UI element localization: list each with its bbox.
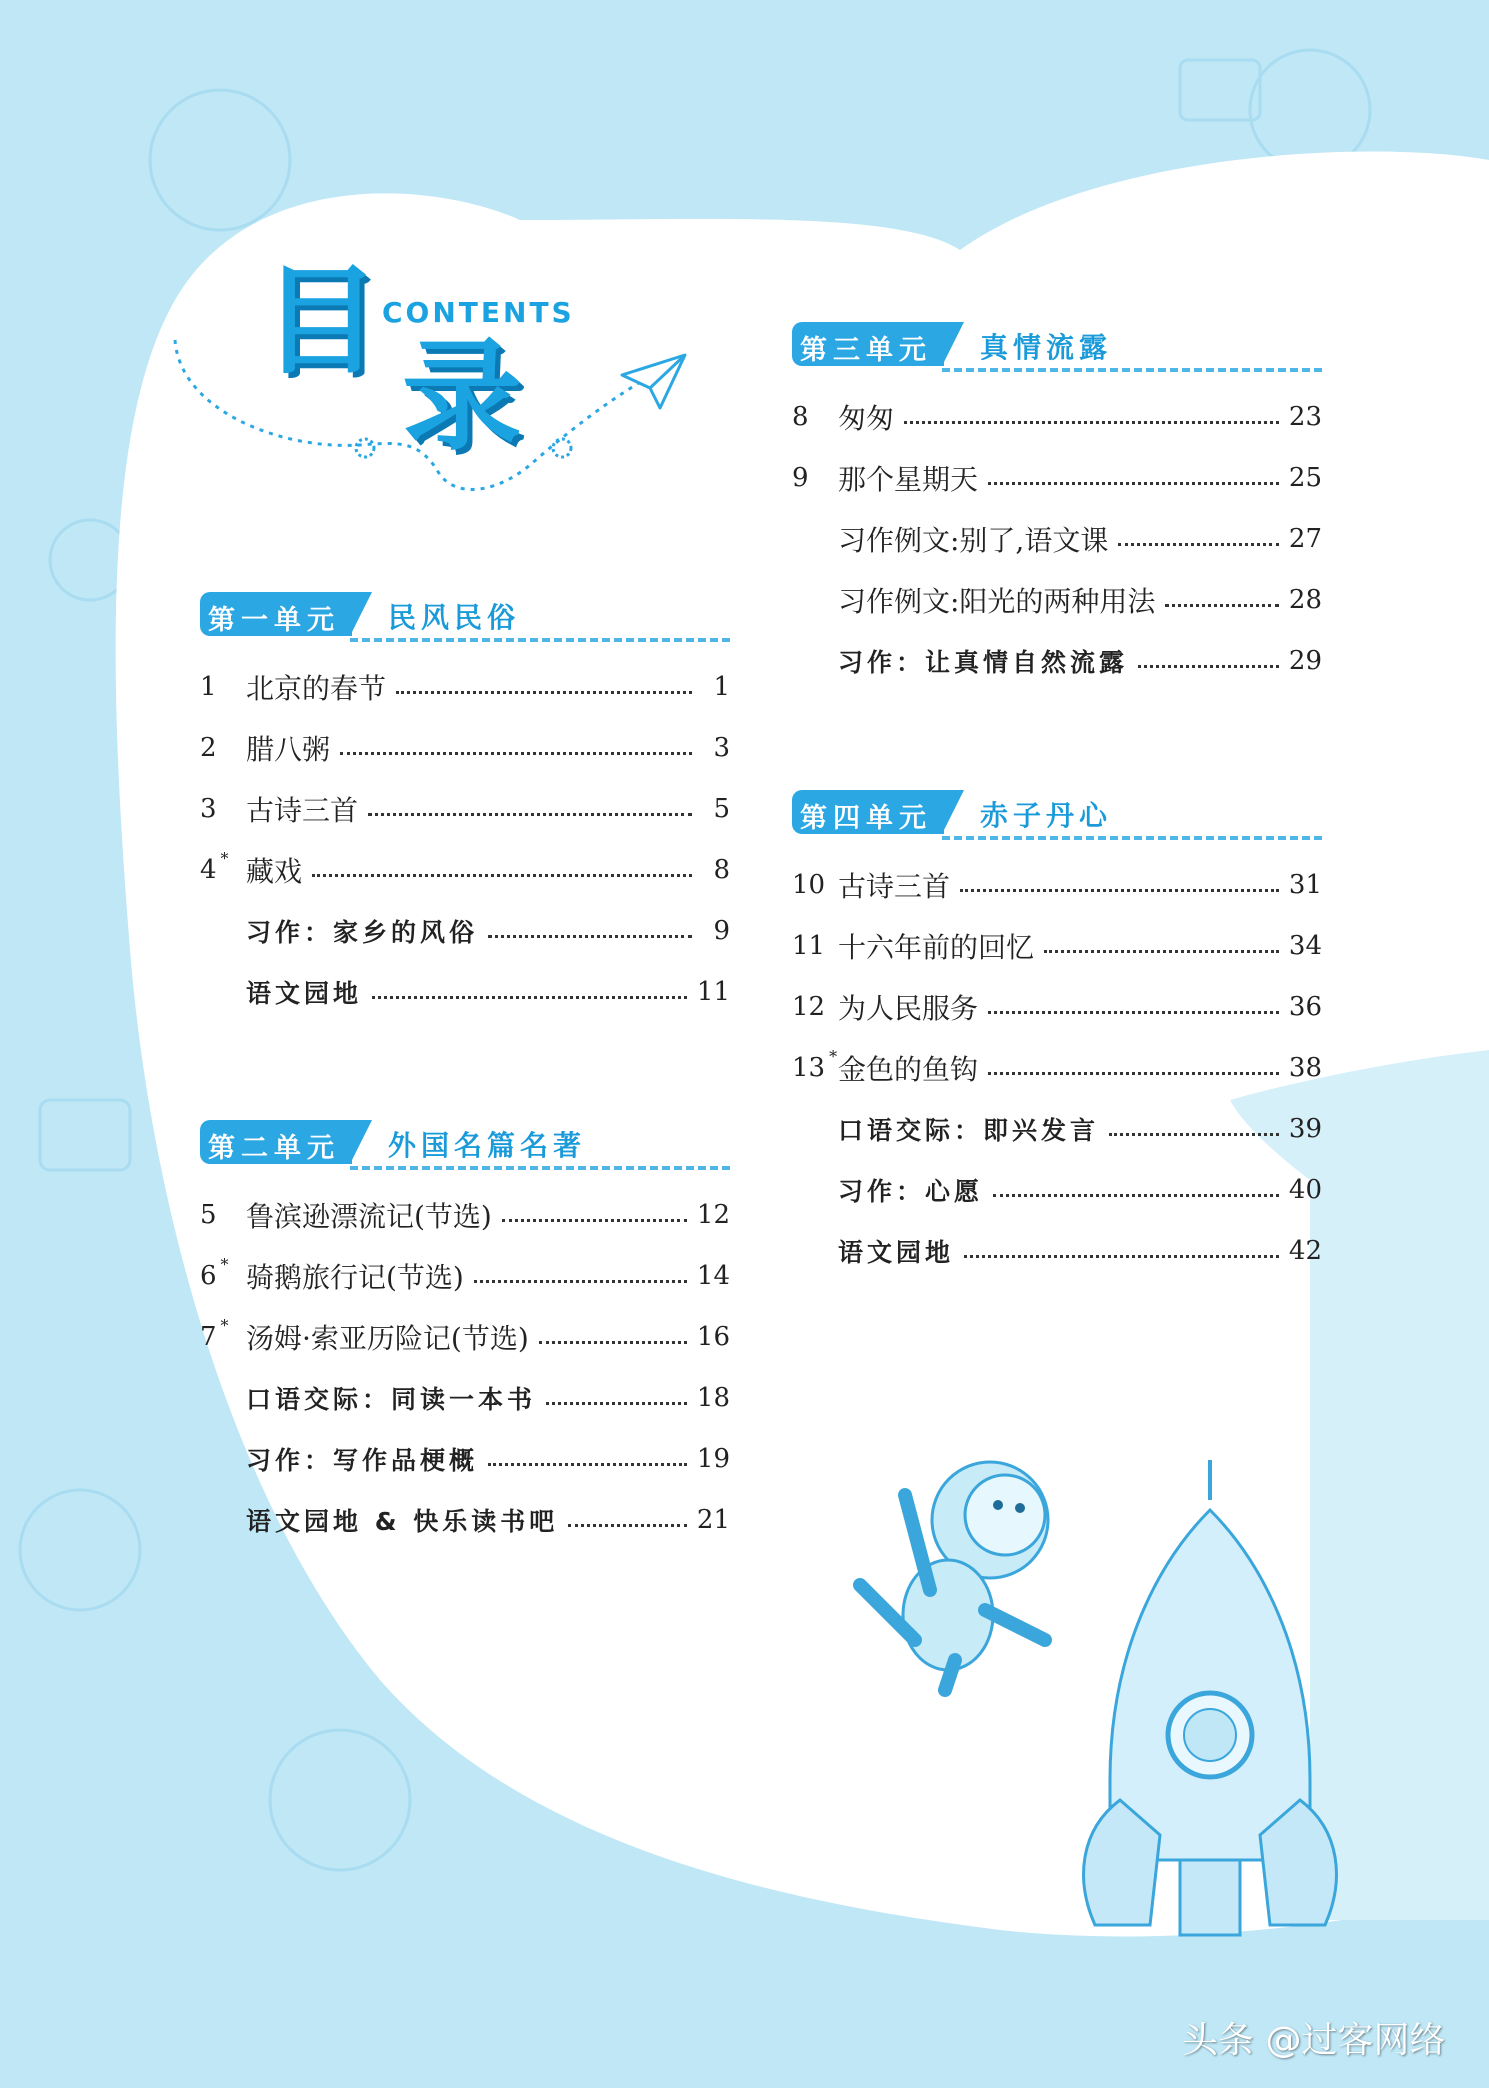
toc-entry[interactable] bbox=[792, 630, 1322, 691]
unit-1 bbox=[200, 592, 730, 1022]
entry-title: 口语交际：即兴发言 bbox=[838, 1115, 1100, 1145]
unit-2 bbox=[200, 1120, 730, 1550]
dot-leader bbox=[1109, 1133, 1279, 1136]
entry-page: 39 bbox=[1288, 1113, 1322, 1144]
entry-page: 12 bbox=[696, 1199, 730, 1230]
dot-leader bbox=[340, 752, 692, 755]
entry-page: 18 bbox=[696, 1382, 730, 1413]
toc-entry[interactable] bbox=[200, 900, 730, 961]
entry-page: 16 bbox=[696, 1321, 730, 1352]
paper-plane-icon bbox=[622, 355, 685, 408]
entry-page: 29 bbox=[1288, 645, 1322, 676]
entry-title: 古诗三首 bbox=[838, 869, 951, 903]
toc-entry[interactable] bbox=[792, 508, 1322, 569]
unit-label: 第三单元 bbox=[800, 335, 932, 366]
entry-title: 为人民服务 bbox=[838, 991, 979, 1025]
unit-label: 第四单元 bbox=[800, 803, 932, 834]
title-lu: 录 bbox=[402, 328, 522, 467]
dot-leader bbox=[488, 935, 692, 938]
entry-title: 腊八粥 bbox=[246, 732, 331, 766]
entry-number bbox=[200, 1200, 246, 1230]
toc-entry[interactable] bbox=[200, 778, 730, 839]
entry-title: 那个星期天 bbox=[838, 462, 979, 496]
dot-leader bbox=[988, 1072, 1279, 1075]
dot-leader bbox=[904, 421, 1279, 424]
entry-page: 40 bbox=[1288, 1174, 1322, 1205]
entry-number bbox=[200, 1254, 246, 1291]
toc-list bbox=[200, 656, 730, 1022]
toc-entry[interactable] bbox=[200, 1245, 730, 1306]
entry-title: 金色的鱼钩 bbox=[838, 1052, 979, 1086]
entry-number bbox=[792, 402, 838, 432]
title-mu: 目 bbox=[262, 252, 381, 390]
entry-title: 语文园地 & 快乐读书吧 bbox=[246, 1506, 559, 1536]
toc-entry[interactable] bbox=[792, 915, 1322, 976]
entry-number-text: 8 bbox=[792, 401, 809, 432]
entry-page: 8 bbox=[713, 854, 730, 885]
entry-title: 语文园地 bbox=[838, 1237, 955, 1267]
entry-number-text: 11 bbox=[792, 930, 826, 961]
entry-number bbox=[792, 1046, 838, 1083]
dot-leader bbox=[312, 874, 692, 877]
entry-number-text: 9 bbox=[792, 462, 809, 493]
dot-leader bbox=[988, 1011, 1279, 1014]
optional-lesson-mark: * bbox=[829, 1046, 838, 1066]
toc-entry[interactable] bbox=[200, 1306, 730, 1367]
entry-title: 古诗三首 bbox=[246, 793, 359, 827]
dot-leader bbox=[993, 1194, 1279, 1197]
entry-number-text: 1 bbox=[200, 671, 217, 702]
entry-title: 北京的春节 bbox=[246, 671, 387, 705]
entry-title: 习作：家乡的风俗 bbox=[246, 917, 479, 947]
entry-page: 28 bbox=[1288, 584, 1322, 615]
entry-number-text: 12 bbox=[792, 991, 826, 1022]
entry-title: 十六年前的回忆 bbox=[838, 930, 1035, 964]
unit-header bbox=[200, 592, 730, 642]
dot-leader bbox=[502, 1219, 687, 1222]
toc-entry[interactable] bbox=[792, 1037, 1322, 1098]
dot-leader bbox=[568, 1524, 687, 1527]
entry-number-text: 2 bbox=[200, 732, 217, 763]
unit-label: 第二单元 bbox=[208, 1133, 340, 1164]
entry-number-text: 7 bbox=[200, 1321, 217, 1352]
toc-entry[interactable] bbox=[792, 854, 1322, 915]
entry-page: 25 bbox=[1288, 462, 1322, 493]
dot-leader bbox=[964, 1255, 1279, 1258]
entry-title: 习作：心愿 bbox=[838, 1176, 984, 1206]
entry-title: 骑鹅旅行记(节选) bbox=[246, 1260, 464, 1294]
entry-title: 藏戏 bbox=[246, 854, 303, 888]
entry-number-text: 13 bbox=[792, 1052, 826, 1083]
entry-number bbox=[200, 1315, 246, 1352]
toc-list bbox=[200, 1184, 730, 1550]
dot-leader bbox=[539, 1341, 687, 1344]
entry-page: 34 bbox=[1288, 930, 1322, 961]
watermark: 头条 @过客网络 bbox=[1182, 2020, 1446, 2061]
toc-entry[interactable] bbox=[200, 1367, 730, 1428]
toc-entry[interactable] bbox=[792, 386, 1322, 447]
unit-name: 真情流露 bbox=[980, 331, 1113, 364]
entry-page: 11 bbox=[696, 976, 730, 1007]
toc-entry[interactable] bbox=[792, 569, 1322, 630]
optional-lesson-mark: * bbox=[220, 1254, 229, 1274]
toc-entry[interactable] bbox=[792, 976, 1322, 1037]
entry-title: 鲁滨逊漂流记(节选) bbox=[246, 1199, 492, 1233]
toc-entry[interactable] bbox=[200, 839, 730, 900]
entry-page: 5 bbox=[713, 793, 730, 824]
dot-leader bbox=[1165, 604, 1278, 607]
dot-leader bbox=[396, 691, 692, 694]
entry-number bbox=[792, 463, 838, 493]
dot-leader bbox=[474, 1280, 687, 1283]
unit-label: 第一单元 bbox=[208, 605, 340, 636]
toc-list bbox=[792, 386, 1322, 691]
dot-leader bbox=[1138, 665, 1279, 668]
unit-header bbox=[200, 1120, 730, 1170]
unit-name: 赤子丹心 bbox=[980, 799, 1113, 832]
toc-entry[interactable] bbox=[200, 717, 730, 778]
entry-number bbox=[200, 848, 246, 885]
toc-entry[interactable] bbox=[792, 447, 1322, 508]
entry-title: 习作例文:阳光的两种用法 bbox=[838, 584, 1156, 618]
entry-title: 语文园地 bbox=[246, 978, 363, 1008]
toc-entry[interactable] bbox=[792, 1098, 1322, 1159]
optional-lesson-mark: * bbox=[220, 848, 229, 868]
dot-leader bbox=[960, 889, 1279, 892]
dot-leader bbox=[1044, 950, 1279, 953]
entry-number bbox=[792, 931, 838, 961]
entry-page: 38 bbox=[1288, 1052, 1322, 1083]
entry-page: 23 bbox=[1288, 401, 1322, 432]
unit-header bbox=[792, 790, 1322, 840]
toc-entry[interactable] bbox=[200, 1184, 730, 1245]
unit-name: 外国名篇名著 bbox=[388, 1129, 587, 1162]
entry-page: 19 bbox=[696, 1443, 730, 1474]
entry-page: 31 bbox=[1288, 869, 1322, 900]
entry-number-text: 5 bbox=[200, 1199, 217, 1230]
toc-entry[interactable] bbox=[200, 656, 730, 717]
entry-page: 42 bbox=[1288, 1235, 1322, 1266]
entry-title: 习作例文:别了,语文课 bbox=[838, 523, 1109, 557]
toc-entry[interactable] bbox=[792, 1159, 1322, 1220]
dot-leader bbox=[372, 996, 687, 999]
unit-4 bbox=[792, 790, 1322, 1281]
entry-number bbox=[200, 733, 246, 763]
entry-number-text: 10 bbox=[792, 869, 826, 900]
dot-leader bbox=[488, 1463, 687, 1466]
dot-leader bbox=[368, 813, 692, 816]
toc-entry[interactable] bbox=[200, 1428, 730, 1489]
entry-page: 21 bbox=[696, 1504, 730, 1535]
entry-page: 9 bbox=[713, 915, 730, 946]
entry-page: 3 bbox=[713, 732, 730, 763]
toc-entry[interactable] bbox=[792, 1220, 1322, 1281]
unit-header bbox=[792, 322, 1322, 372]
toc-list bbox=[792, 854, 1322, 1281]
title-english: CONTENTS bbox=[382, 296, 575, 329]
unit-3 bbox=[792, 322, 1322, 691]
entry-page: 27 bbox=[1288, 523, 1322, 554]
entry-page: 36 bbox=[1288, 991, 1322, 1022]
dot-leader bbox=[546, 1402, 687, 1405]
entry-number bbox=[792, 992, 838, 1022]
entry-page: 14 bbox=[696, 1260, 730, 1291]
entry-title: 汤姆·索亚历险记(节选) bbox=[246, 1321, 529, 1355]
optional-lesson-mark: * bbox=[220, 1315, 229, 1335]
entry-number bbox=[200, 672, 246, 702]
entry-title: 口语交际：同读一本书 bbox=[246, 1384, 537, 1414]
entry-number bbox=[200, 794, 246, 824]
entry-number-text: 3 bbox=[200, 793, 217, 824]
entry-number-text: 4 bbox=[200, 854, 217, 885]
entry-title: 匆匆 bbox=[838, 401, 895, 435]
entry-title: 习作：写作品梗概 bbox=[246, 1445, 479, 1475]
entry-number bbox=[792, 870, 838, 900]
unit-name: 民风民俗 bbox=[388, 601, 521, 634]
entry-title: 习作：让真情自然流露 bbox=[838, 647, 1129, 677]
entry-page: 1 bbox=[713, 671, 730, 702]
entry-number-text: 6 bbox=[200, 1260, 217, 1291]
dot-leader bbox=[988, 482, 1279, 485]
toc-entry[interactable] bbox=[200, 961, 730, 1022]
toc-entry[interactable] bbox=[200, 1489, 730, 1550]
dot-leader bbox=[1118, 543, 1279, 546]
